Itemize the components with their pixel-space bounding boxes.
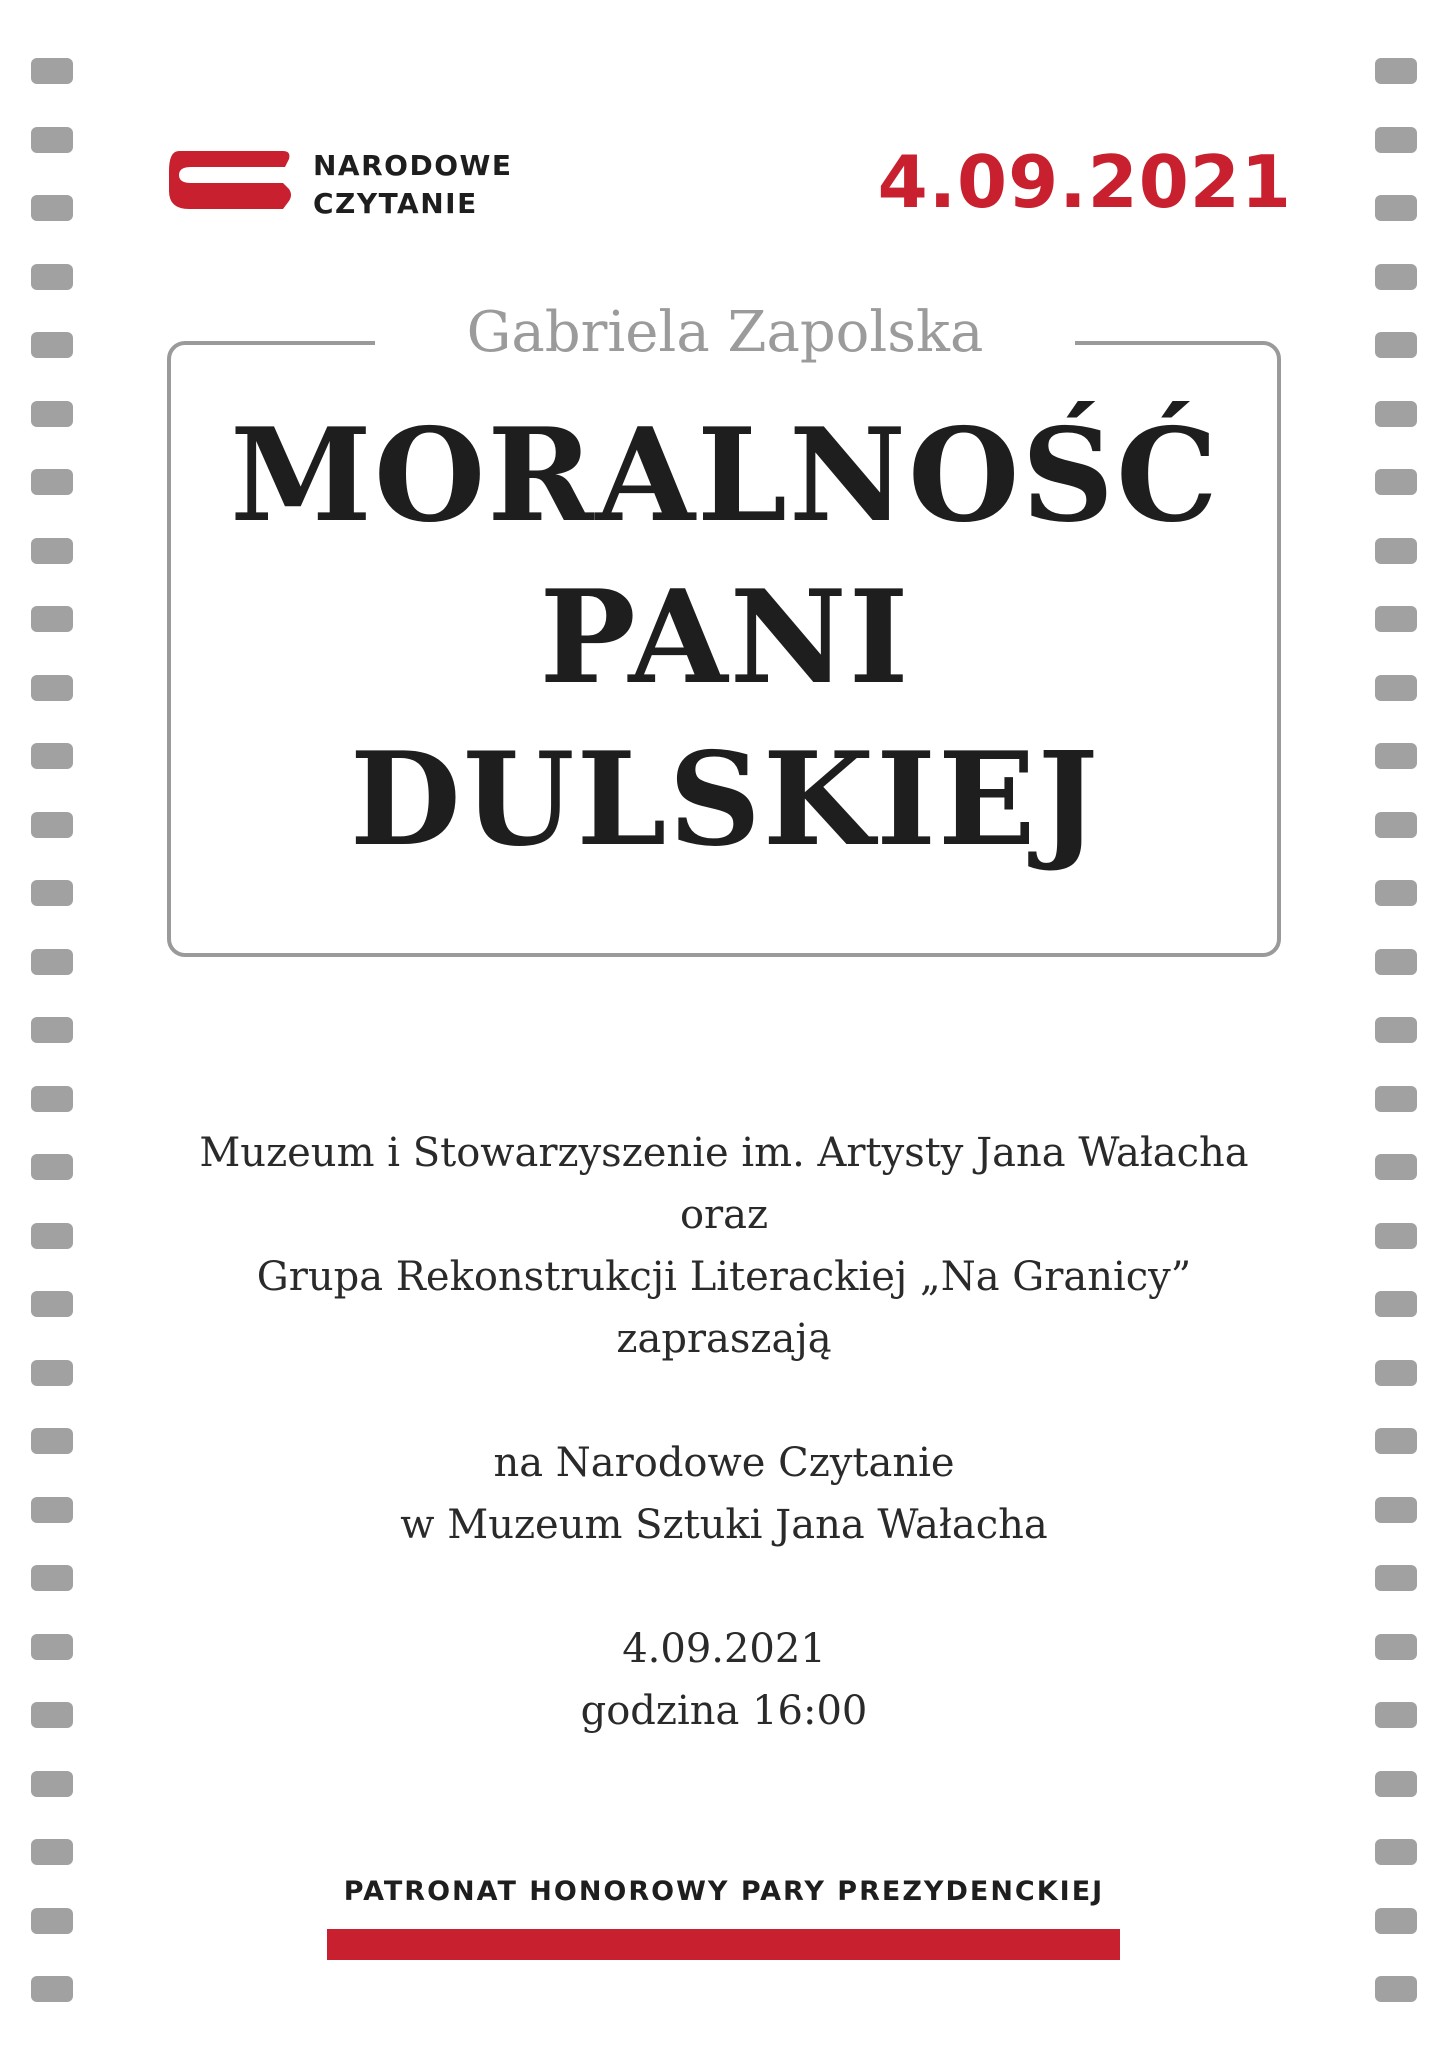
organizer-line: Muzeum i Stowarzyszenie im. Artysty Jana Wałacha	[199, 1130, 1249, 1176]
film-perforation-right	[1375, 0, 1417, 2048]
patronage-label: PATRONAT HONOROWY PARY PREZYDENCKIEJ	[343, 1876, 1105, 1907]
perforation-hole	[1375, 1908, 1417, 1934]
perforation-hole	[1375, 332, 1417, 358]
invitation-text	[80, 1122, 1368, 1742]
logo-line-1: NARODOWE	[313, 149, 513, 182]
perforation-hole	[1375, 1086, 1417, 1112]
venue-line: w Muzeum Sztuki Jana Wałacha	[400, 1502, 1048, 1548]
red-accent-bar	[327, 1929, 1120, 1960]
perforation-hole	[31, 743, 73, 769]
perforation-hole	[1375, 58, 1417, 84]
perforation-hole	[1375, 195, 1417, 221]
title-line-2: PANI	[539, 563, 911, 713]
perforation-hole	[1375, 812, 1417, 838]
title-line-1: MORALNOŚĆ	[230, 401, 1220, 551]
red-book-icon	[165, 145, 295, 217]
perforation-hole	[31, 1360, 73, 1386]
logo-text	[313, 147, 513, 223]
invite-verb-line: zapraszają	[616, 1316, 832, 1362]
perforation-hole	[31, 1771, 73, 1797]
perforation-hole	[31, 1086, 73, 1112]
perforation-hole	[31, 675, 73, 701]
perforation-hole	[31, 401, 73, 427]
perforation-hole	[1375, 675, 1417, 701]
perforation-hole	[1375, 880, 1417, 906]
perforation-hole	[1375, 469, 1417, 495]
perforation-hole	[31, 1976, 73, 2002]
perforation-hole	[31, 880, 73, 906]
title-line-3: DULSKIEJ	[349, 725, 1101, 875]
perforation-hole	[1375, 1017, 1417, 1043]
book-title	[200, 395, 1250, 881]
perforation-hole	[31, 1223, 73, 1249]
perforation-hole	[1375, 1771, 1417, 1797]
author-name: Gabriela Zapolska	[375, 295, 1075, 371]
perforation-hole	[31, 949, 73, 975]
perforation-hole	[1375, 606, 1417, 632]
conjunction-line: oraz	[679, 1192, 769, 1238]
perforation-hole	[31, 538, 73, 564]
perforation-hole	[1375, 949, 1417, 975]
group-line: Grupa Rekonstrukcji Literackiej „Na Granicy”	[256, 1254, 1192, 1300]
perforation-hole	[1375, 1223, 1417, 1249]
header-date: 4.09.2021	[877, 140, 1292, 224]
perforation-hole	[1375, 1497, 1417, 1523]
perforation-hole	[1375, 1428, 1417, 1454]
perforation-hole	[31, 1017, 73, 1043]
perforation-hole	[31, 332, 73, 358]
perforation-hole	[1375, 1634, 1417, 1660]
perforation-hole	[1375, 1154, 1417, 1180]
perforation-hole	[1375, 1839, 1417, 1865]
perforation-hole	[1375, 264, 1417, 290]
perforation-hole	[1375, 538, 1417, 564]
perforation-hole	[31, 127, 73, 153]
perforation-hole	[31, 1291, 73, 1317]
perforation-hole	[1375, 1565, 1417, 1591]
perforation-hole	[31, 606, 73, 632]
perforation-hole	[31, 1908, 73, 1934]
perforation-hole	[31, 1154, 73, 1180]
perforation-hole	[1375, 1360, 1417, 1386]
perforation-hole	[1375, 1291, 1417, 1317]
perforation-hole	[31, 1634, 73, 1660]
perforation-hole	[31, 1839, 73, 1865]
narodowe-czytanie-logo	[165, 145, 545, 225]
event-line: na Narodowe Czytanie	[493, 1440, 955, 1486]
logo-line-2: CZYTANIE	[313, 187, 478, 220]
perforation-hole	[31, 1702, 73, 1728]
perforation-hole	[31, 469, 73, 495]
perforation-hole	[1375, 127, 1417, 153]
film-perforation-left	[31, 0, 73, 2048]
perforation-hole	[31, 812, 73, 838]
event-date: 4.09.2021	[622, 1626, 826, 1672]
perforation-hole	[31, 195, 73, 221]
perforation-hole	[31, 1428, 73, 1454]
event-time: godzina 16:00	[580, 1688, 868, 1734]
perforation-hole	[31, 58, 73, 84]
perforation-hole	[1375, 1976, 1417, 2002]
perforation-hole	[1375, 1702, 1417, 1728]
perforation-hole	[31, 264, 73, 290]
perforation-hole	[31, 1497, 73, 1523]
perforation-hole	[1375, 401, 1417, 427]
perforation-hole	[31, 1565, 73, 1591]
perforation-hole	[1375, 743, 1417, 769]
